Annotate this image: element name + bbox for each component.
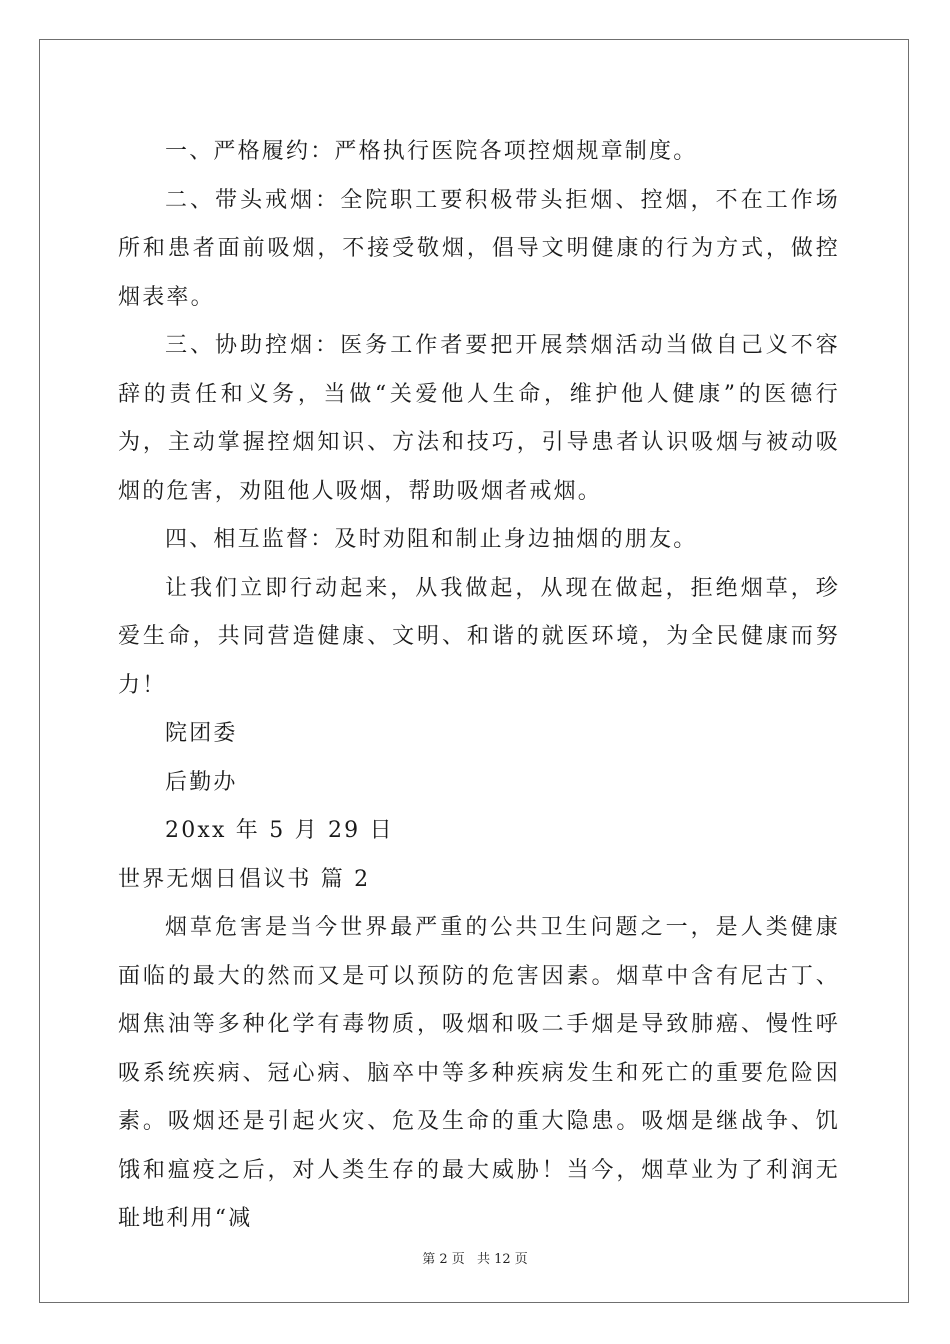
page-total: 共 12 页 <box>476 1252 528 1267</box>
signature-org-1: 院团委 <box>165 721 238 746</box>
paragraph-6: 烟草危害是当今世界最严重的公共卫生问题之一，是人类健康面临的最大的然而又是可以预防的危害因素。烟草中含有尼古丁、烟焦油等多种化学有毒物质，吸烟和吸二手烟是导致肺癌、慢性呼吸系统疾病、冠心病、脑卒中等多种疾病发生和死亡的重要危险因素。吸烟还是引起火灾、危及生命的重大隐患。吸烟是继战争、饥饿和瘟疫之后，对人类生存的最大威胁！当今，烟草业为了利润无耻地利用“减 <box>118 915 840 1231</box>
section-title: 世界无烟日倡议书 篇 2 <box>118 866 371 892</box>
page-number: 第 2 页 <box>422 1252 465 1267</box>
document-body <box>118 128 840 1244</box>
paragraph-2: 二、带头戒烟：全院职工要积极带头拒烟、控烟，不在工作场所和患者面前吸烟，不接受敬烟，倡导文明健康的行为方式，做控烟表率。 <box>118 187 840 310</box>
paragraph-1: 一、严格履约：严格执行医院各项控烟规章制度。 <box>165 139 698 164</box>
paragraph-5: 让我们立即行动起来，从我做起，从现在做起，拒绝烟草，珍爱生命，共同营造健康、文明、和谐的就医环境，为全民健康而努力！ <box>118 575 840 698</box>
signature-date: 20xx 年 5 月 29 日 <box>165 818 394 843</box>
page-footer <box>0 1248 950 1267</box>
signature-org-2: 后勤办 <box>165 769 238 795</box>
paragraph-4: 四、相互监督：及时劝阻和制止身边抽烟的朋友。 <box>165 527 698 552</box>
paragraph-3: 三、协助控烟：医务工作者要把开展禁烟活动当做自己义不容辞的责任和义务，当做“关爱他人生命，维护他人健康”的医德行为，主动掌握控烟知识、方法和技巧，引导患者认识吸烟与被动吸烟的危害，劝阻他人吸烟，帮助吸烟者戒烟。 <box>118 333 840 504</box>
